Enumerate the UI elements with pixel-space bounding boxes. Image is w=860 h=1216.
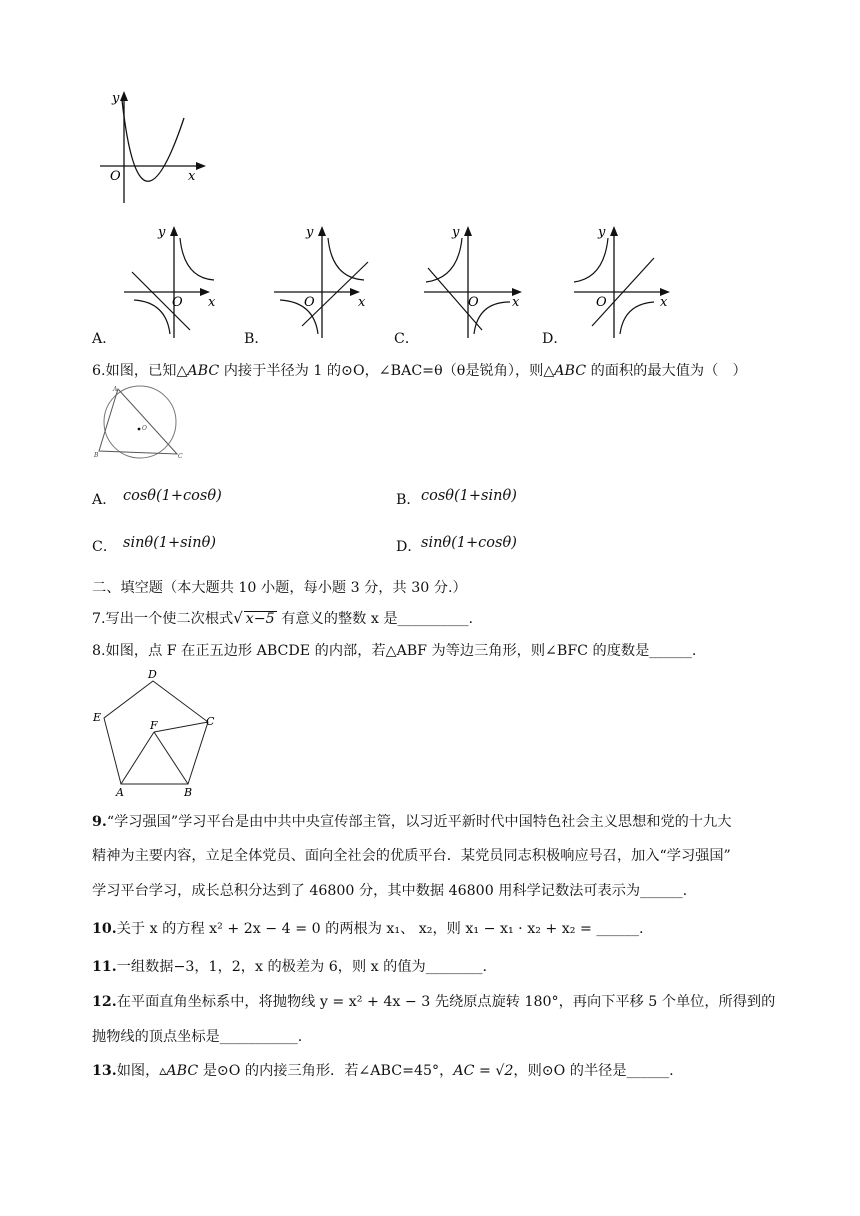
- q12-line-1: 12.在平面直角坐标系中，将抛物线 y = x² + 4x − 3 先绕原点旋转 180°，再向下平移 5 个单位，所得到的: [92, 994, 776, 1010]
- q6-option-a-letter: A．: [92, 492, 117, 508]
- q5-option-d: D．: [542, 331, 568, 347]
- point-a-label: A: [113, 386, 118, 393]
- q5-option-c: C．: [394, 331, 420, 347]
- y-axis-label: y: [158, 225, 166, 240]
- radicand: x−5: [245, 611, 275, 627]
- q6-option-c-text: sinθ(1+sinθ): [123, 535, 216, 551]
- x-axis-label: x: [660, 295, 668, 310]
- pentagon-figure: [88, 666, 228, 802]
- y-axis-label: y: [306, 225, 314, 240]
- option-graph-c: [418, 222, 528, 340]
- q9-line-2: 精神为主要内容，立足全体党员、面向全社会的优质平台．某党员同志积极响应号召，加入“学习强国”: [92, 848, 731, 864]
- circle-triangle-figure: [92, 384, 192, 460]
- point-e-label: E: [93, 711, 102, 724]
- y-axis-label: y: [452, 225, 460, 240]
- point-f-label: F: [150, 719, 158, 732]
- x-axis-label: x: [188, 169, 196, 184]
- q9-line-1: 9.“学习强国”学习平台是由中共中央宣传部主管，以习近平新时代中国特色社会主义思想和党的十九大: [92, 814, 732, 830]
- q6-option-b-letter: B．: [396, 492, 421, 508]
- parabola-graph: [92, 88, 212, 208]
- q8-stem: 8.如图，点 F 在正五边形 ABCDE 的内部，若△ABF 为等边三角形，则∠BFC 的度数是______.: [92, 643, 697, 659]
- y-axis-label: y: [598, 225, 606, 240]
- option-graph-b: [268, 222, 378, 340]
- point-c-label: C: [206, 715, 215, 728]
- x-axis-label: x: [512, 295, 520, 310]
- q6-option-a-text: cosθ(1+cosθ): [123, 488, 222, 504]
- origin-label: O: [172, 295, 183, 310]
- q9-line-3: 学习平台学习，成长总积分达到了 46800 分，其中数据 46800 用科学记数法可表示为______.: [92, 883, 688, 899]
- origin-label: O: [468, 295, 479, 310]
- x-axis-label: x: [358, 295, 366, 310]
- q6-stem: 6.如图，已知△ABC 内接于半径为 1 的⊙O，∠BAC=θ（θ是锐角），则△ABC 的面积的最大值为（ ）: [92, 363, 747, 379]
- section-heading: 二、填空题（本大题共 10 小题，每小题 3 分，共 30 分.）: [92, 580, 467, 596]
- y-axis-label: y: [112, 91, 120, 106]
- q6-option-c-letter: C．: [92, 539, 118, 555]
- q10-stem: 10.关于 x 的方程 x² + 2x − 4 = 0 的两根为 x₁、 x₂，则 x₁ − x₁ · x₂ + x₂ = ______.: [92, 921, 644, 937]
- origin-label: O: [110, 169, 121, 184]
- point-o-label: O: [142, 425, 147, 432]
- q6-option-d-text: sinθ(1+cosθ): [421, 535, 517, 551]
- q6-option-d-letter: D．: [396, 539, 422, 555]
- point-d-label: D: [148, 668, 157, 681]
- q12-line-2: 抛物线的顶点坐标是___________.: [92, 1029, 303, 1045]
- q11-stem: 11.一组数据−3，1，2，x 的极差为 6，则 x 的值为________.: [92, 959, 487, 975]
- option-graph-a: [118, 222, 228, 340]
- point-b-label: B: [94, 452, 99, 459]
- origin-label: O: [304, 295, 315, 310]
- point-b-label: B: [184, 786, 193, 799]
- x-axis-label: x: [208, 295, 216, 310]
- q13-stem: 13.如图，▵ABC 是⊙O 的内接三角形．若∠ABC=45°，AC = √2，则⊙O 的半径是______.: [92, 1063, 674, 1079]
- point-c-label: C: [178, 453, 183, 460]
- q5-option-b: B．: [244, 331, 269, 347]
- origin-label: O: [596, 295, 607, 310]
- q7-stem: 7.写出一个使二次根式√ x−5 有意义的整数 x 是__________.: [92, 609, 474, 627]
- option-graph-d: [568, 222, 678, 340]
- q5-option-a: A．: [92, 331, 117, 347]
- point-a-label: A: [116, 786, 124, 799]
- q6-option-b-text: cosθ(1+sinθ): [421, 488, 517, 504]
